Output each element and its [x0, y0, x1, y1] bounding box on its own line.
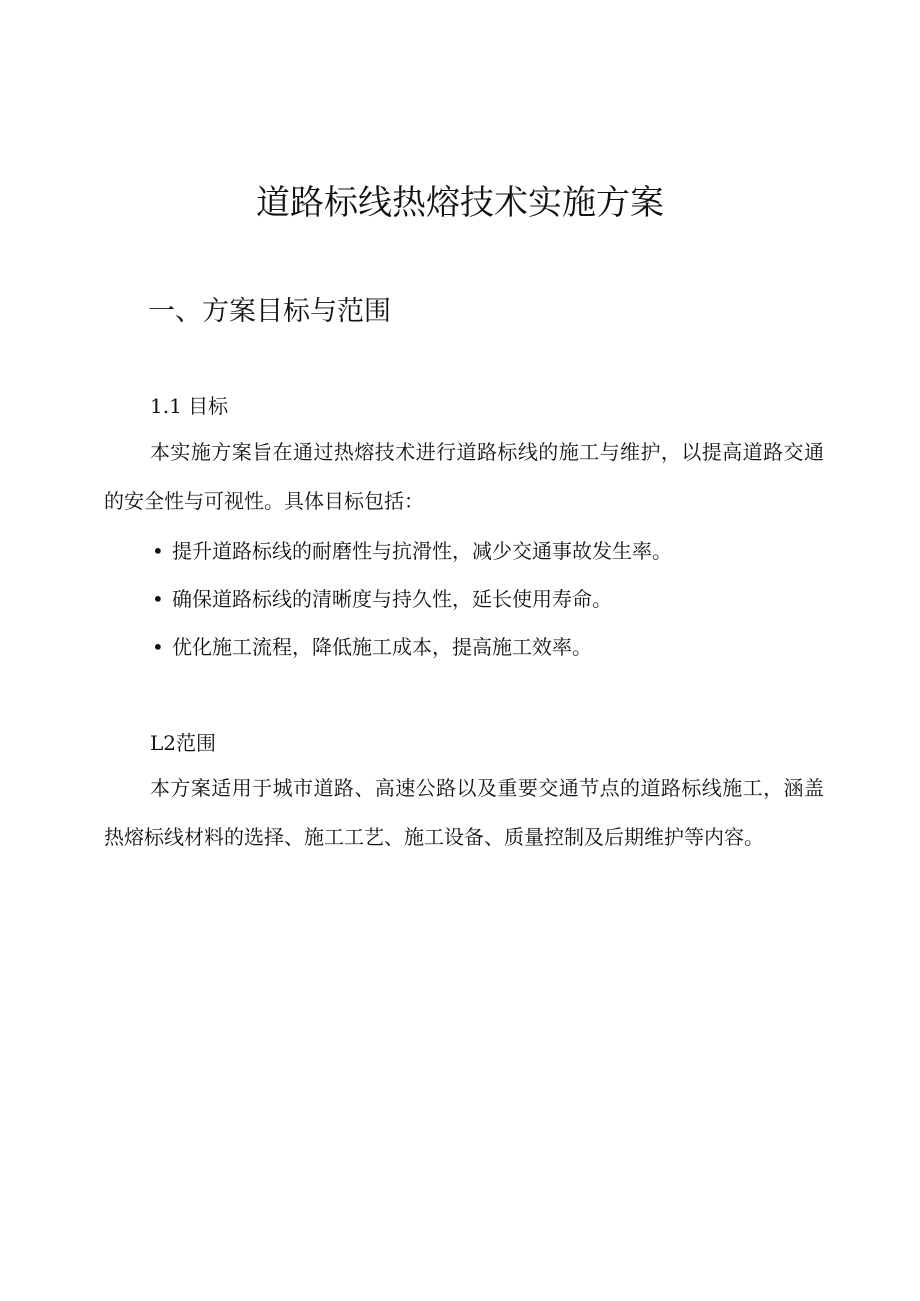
- goal-bullet-text: 确保道路标线的清晰度与持久性，延长使用寿命。: [172, 587, 612, 611]
- scope-paragraph: 本方案适用于城市道路、高速公路以及重要交通节点的道路标线施工，涵盖热熔标线材料的选择、施工工艺、施工设备、质量控制及后期维护等内容。: [104, 776, 824, 849]
- goal-bullet-item: [152, 583, 612, 615]
- subsection-heading-scope: L2范围: [150, 731, 217, 755]
- goal-bullet-item: [152, 535, 672, 567]
- bullet-dot-icon: •: [152, 539, 164, 563]
- section-heading-goals-scope: 一、方案目标与范围: [148, 296, 391, 327]
- bullet-dot-icon: •: [152, 635, 164, 659]
- goal-bullet-item: [152, 631, 592, 663]
- goal-bullet-text: 优化施工流程，降低施工成本，提高施工效率。: [172, 635, 592, 659]
- subsection-heading-goal: 1.1 目标: [150, 394, 229, 418]
- bullet-dot-icon: •: [152, 587, 164, 611]
- document-title: 道路标线热熔技术实施方案: [256, 183, 664, 223]
- goal-intro-paragraph: 本实施方案旨在通过热熔技术进行道路标线的施工与维护，以提高道路交通的安全性与可视性。具体目标包括：: [104, 440, 824, 513]
- goal-bullet-text: 提升道路标线的耐磨性与抗滑性，减少交通事故发生率。: [172, 539, 672, 563]
